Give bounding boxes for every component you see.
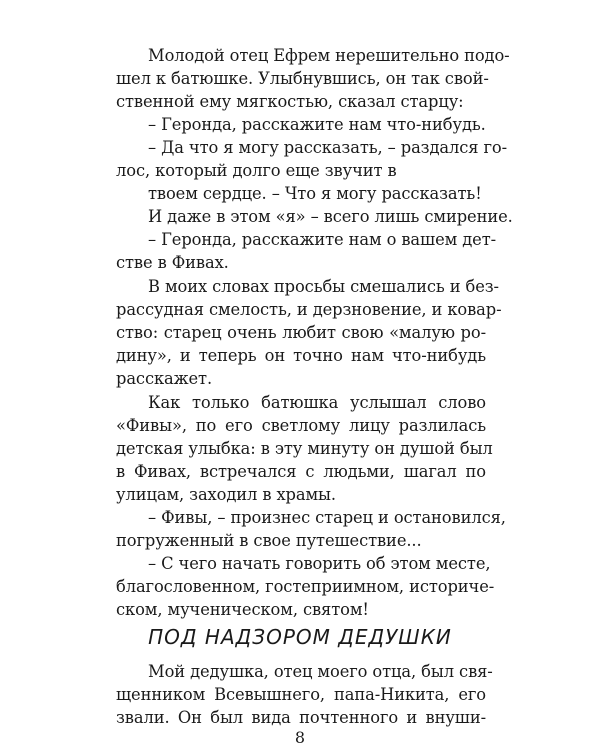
text-line: шел к батюшке. Улыбнувшись, он так свой- bbox=[116, 69, 489, 88]
text-line: детская улыбка: в эту минуту он душой был bbox=[116, 439, 493, 458]
section-heading: ПОД НАДЗОРОМ ДЕДУШКИ bbox=[148, 625, 452, 649]
text-line: ственной ему мягкостью, сказал старцу: bbox=[116, 92, 464, 111]
text-line: рассудная смелость, и дерзновение, и ковар- bbox=[116, 300, 502, 319]
text-line: – Геронда, расскажите нам о вашем дет- bbox=[148, 230, 497, 249]
text-line: ском, мученическом, святом! bbox=[116, 600, 369, 619]
text-line: щенником Всевышнего, папа-Никита, его bbox=[116, 685, 486, 704]
text-line: Молодой отец Ефрем нерешительно подо- bbox=[148, 46, 510, 65]
text-line: в Фивах, встречался с людьми, шагал по bbox=[116, 462, 486, 481]
text-line: – Да что я могу рассказать, – раздался го- bbox=[148, 138, 508, 157]
text-line: расскажет. bbox=[116, 369, 213, 388]
text-line: стве в Фивах. bbox=[116, 253, 229, 272]
text-line: – Фивы, – произнес старец и остановился, bbox=[148, 508, 506, 527]
text-line: дину», и теперь он точно нам что-нибудь bbox=[116, 346, 486, 365]
text-line: благословенном, гостеприимном, историче- bbox=[116, 577, 495, 596]
text-line: В моих словах просьбы смешались и без- bbox=[148, 277, 499, 296]
text-line: погруженный в свое путешествие... bbox=[116, 531, 422, 550]
text-line: Мой дедушка, отец моего отца, был свя- bbox=[148, 662, 493, 681]
text-line: лос, который долго еще звучит в bbox=[116, 161, 397, 180]
text-line: Как только батюшка услышал слово bbox=[148, 393, 486, 412]
text-line: «Фивы», по его светлому лицу разлилась bbox=[116, 416, 486, 435]
text-line: твоем сердце. – Что я могу рассказать! bbox=[148, 184, 482, 203]
text-line: ство: старец очень любит свою «малую ро- bbox=[116, 323, 486, 342]
text-line: И даже в этом «я» – всего лишь смирение. bbox=[148, 207, 513, 226]
text-line: – С чего начать говорить об этом месте, bbox=[148, 554, 491, 573]
text-line: улицам, заходил в храмы. bbox=[116, 485, 336, 504]
text-line: звали. Он был вида почтенного и внуши- bbox=[116, 708, 486, 727]
page-number: 8 bbox=[294, 728, 306, 747]
text-line: – Геронда, расскажите нам что-нибудь. bbox=[148, 115, 486, 134]
